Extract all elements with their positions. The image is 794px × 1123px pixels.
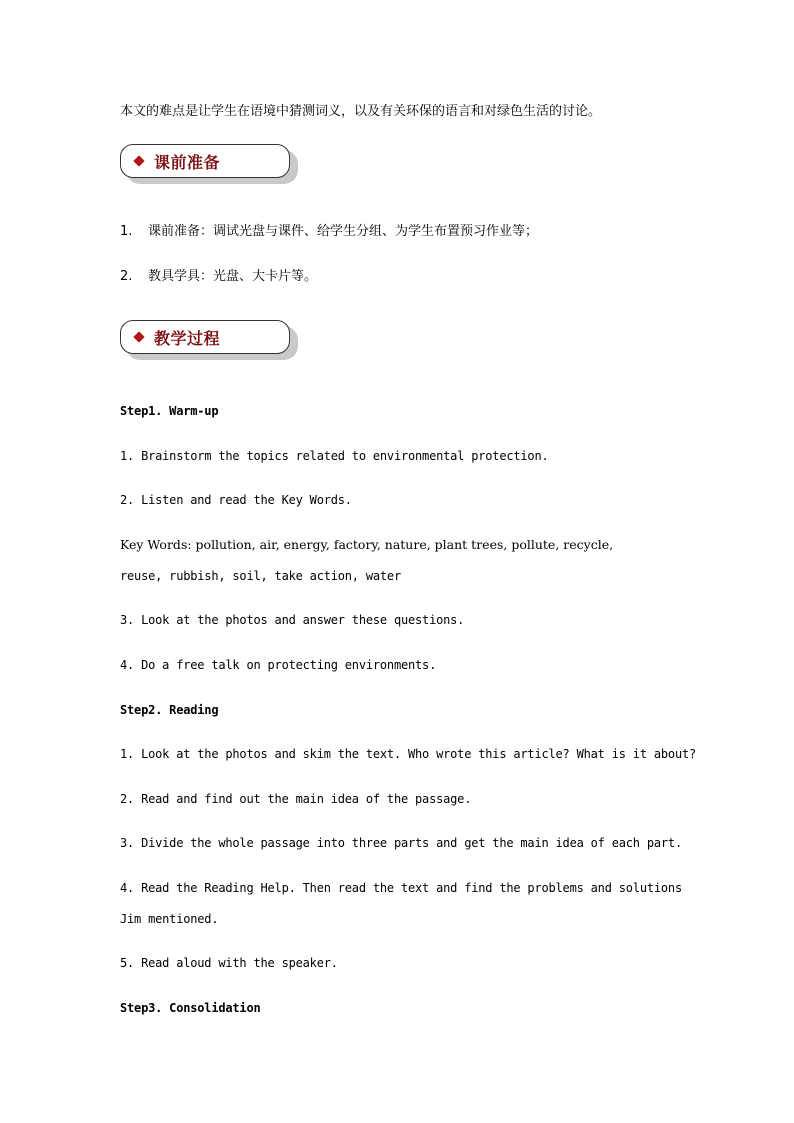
heading-frame [120, 144, 290, 178]
step-item: 2. Read and find out the main idea of the passage. [120, 792, 472, 806]
section-heading-process [120, 320, 292, 356]
step-title: Step2. Reading [120, 703, 219, 717]
step-item: 4. Do a free talk on protecting environments. [120, 658, 437, 672]
section-heading-preparation [120, 144, 292, 180]
step-item: Jim mentioned. [120, 912, 219, 926]
heading-title: 教学过程 [154, 328, 221, 348]
step-title: Step1. Warm-up [120, 404, 219, 418]
heading-title: 课前准备 [154, 152, 221, 172]
keywords-line: reuse, rubbish, soil, take action, water [120, 569, 401, 583]
step-item: 3. Look at the photos and answer these questions. [120, 613, 465, 627]
step-item: 1. Look at the photos and skim the text. Who wrote this article? What is it about? [120, 747, 697, 761]
intro-text: 本文的难点是让学生在语境中猜测词义，以及有关环保的语言和对绿色生活的讨论。 [120, 104, 602, 119]
list-item [120, 269, 317, 285]
list-text: 教具学具：光盘、大卡片等。 [148, 269, 318, 284]
heading-frame [120, 320, 290, 354]
step-item: 1. Brainstorm the topics related to environmental protection. [120, 449, 549, 463]
list-number: 1. [120, 224, 133, 239]
diamond-bullet-icon [133, 331, 144, 342]
step-title: Step3. Consolidation [120, 1001, 261, 1015]
step-item: 4. Read the Reading Help. Then read the text and find the problems and solutions [120, 881, 682, 895]
list-number: 2. [120, 269, 133, 284]
step-item: 3. Divide the whole passage into three parts and get the main idea of each part. [120, 836, 682, 850]
step-item: 5. Read aloud with the speaker. [120, 956, 338, 970]
keywords-line: Key Words: pollution, air, energy, factory, nature, plant trees, pollute, recycle, [120, 537, 614, 552]
list-item [120, 224, 538, 240]
diamond-bullet-icon [133, 155, 144, 166]
list-text: 课前准备：调试光盘与课件、给学生分组、为学生布置预习作业等； [148, 224, 539, 239]
step-item: 2. Listen and read the Key Words. [120, 493, 352, 507]
